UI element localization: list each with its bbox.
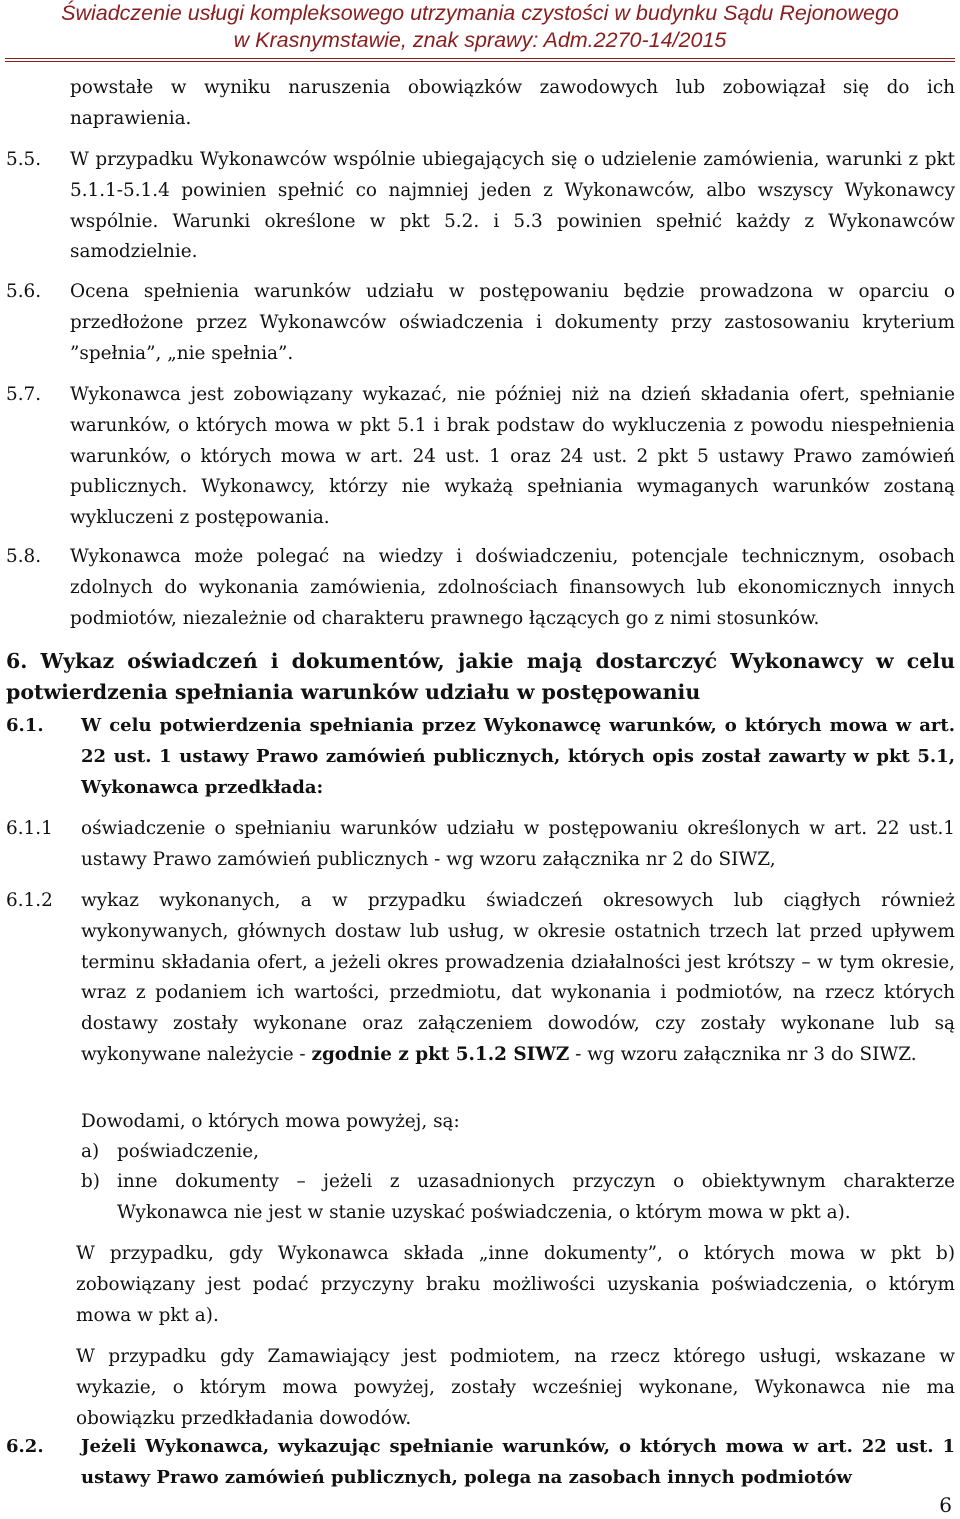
header-rule-top bbox=[5, 58, 955, 59]
paragraph-other-documents: W przypadku, gdy Wykonawca składa „inne dokumenty”, o których mowa w pkt b) zobowiązany jest podać przyczyny braku możliwości uzyskania poświadczenia, o którym mowa w pkt a). bbox=[76, 1243, 955, 1326]
section-number-6-1-1: 6.1.1 bbox=[6, 818, 53, 839]
paragraph-5-6: Ocena spełnienia warunków udziału w postępowaniu będzie prowadzona w oparciu o przedłożone przez Wykonawców oświadczenia i dokumenty przy zastosowaniu kryterium ”spełnia”, „nie spełnia”. bbox=[70, 281, 955, 364]
list-item-a: poświadczenie, bbox=[117, 1141, 259, 1162]
list-item-b: inne dokumenty – jeżeli z uzasadnionych przyczyn o obiektywnym charakterze Wykonawca nie jest w stanie uzyskać poświadczenia, o którym mowa w pkt a). bbox=[117, 1171, 955, 1223]
paragraph-contracting-authority: W przypadku gdy Zamawiający jest podmiotem, na rzecz którego usługi, wskazane w wykazie, o którym mowa powyżej, zostały wcześniej wykonane, Wykonawca nie ma obowiązku przedkładania dowodów. bbox=[76, 1346, 955, 1429]
paragraph-6-1-2-tail: - wg wzoru załącznika nr 3 do SIWZ. bbox=[569, 1043, 917, 1065]
paragraph-6-1-2 bbox=[81, 886, 955, 1071]
header-title-line1: Świadczenie usługi kompleksowego utrzymania czystości w budynku Sądu Rejonowego bbox=[61, 1, 899, 25]
section-number-5-8: 5.8. bbox=[6, 546, 42, 567]
document-header bbox=[0, 0, 960, 54]
section-number-6-2: 6.2. bbox=[6, 1436, 44, 1457]
section-number-5-5: 5.5. bbox=[6, 149, 42, 170]
section-heading-6: 6. Wykaz oświadczeń i dokumentów, jakie mają dostarczyć Wykonawcy w celu potwierdzenia spełniania warunków udziału w postępowaniu bbox=[6, 649, 955, 704]
paragraph-continuation: powstałe w wyniku naruszenia obowiązków zawodowych lub zobowiązał się do ich naprawienia. bbox=[70, 77, 955, 129]
section-number-5-6: 5.6. bbox=[6, 281, 42, 302]
paragraph-6-1-2-reference: zgodnie z pkt 5.1.2 SIWZ bbox=[311, 1043, 570, 1065]
paragraph-5-7: Wykonawca jest zobowiązany wykazać, nie później niż na dzień składania ofert, spełnianie warunków, o których mowa w pkt 5.1 i brak podstaw do wykluczenia z powodu niespełnienia warunków, o których mowa w art. 24 ust. 1 oraz 24 ust. 2 pkt 5 ustawy Prawo zamówień publicznych. Wykonawcy, którzy nie wykażą spełniania wymaganych warunków zostaną wykluczeni z postępowania. bbox=[70, 384, 955, 529]
page-number: 6 bbox=[939, 1493, 952, 1517]
section-number-6-1: 6.1. bbox=[6, 715, 44, 736]
list-label-b: b) bbox=[81, 1171, 100, 1192]
evidence-intro: Dowodami, o których mowa powyżej, są: bbox=[81, 1111, 460, 1132]
header-title-line2: w Krasnymstawie, znak sprawy: Adm.2270-14/2015 bbox=[233, 28, 727, 52]
paragraph-5-5: W przypadku Wykonawców wspólnie ubiegających się o udzielenie zamówienia, warunki z pkt 5.1.1-5.1.4 powinien spełnić co najmniej jeden z Wykonawców, albo wszyscy Wykonawcy wspólnie. Warunki określone w pkt 5.2. i 5.3 powinien spełnić każdy z Wykonawców samodzielnie. bbox=[70, 149, 955, 263]
list-label-a: a) bbox=[81, 1141, 100, 1162]
paragraph-5-8: Wykonawca może polegać na wiedzy i doświadczeniu, potencjale technicznym, osobach zdolnych do wykonania zamówienia, zdolnościach finansowych lub ekonomicznych innych podmiotów, niezależnie od charakteru prawnego łączących go z nimi stosunków. bbox=[70, 546, 955, 629]
paragraph-6-1: W celu potwierdzenia spełniania przez Wykonawcę warunków, o których mowa w art. 22 ust. 1 ustawy Prawo zamówień publicznych, których opis został zawarty w pkt 5.1, Wykonawca przedkłada: bbox=[81, 715, 955, 798]
paragraph-6-1-2-text: wykaz wykonanych, a w przypadku świadczeń okresowych lub ciągłych również wykonywanych, głównych dostaw lub usług, w okresie ostatnich trzech lat przed upływem terminu składania ofert, a jeżeli okres prowadzenia działalności jest krótszy – w tym okresie, wraz z podaniem ich wartości, przedmiotu, dat wykonania i podmiotów, na rzecz których dostawy zostały wykonane oraz załączeniem dowodów, czy zostały wykonane lub są wykonywane należycie - bbox=[81, 890, 955, 1065]
paragraph-6-1-1: oświadczenie o spełnianiu warunków udziału w postępowaniu określonych w art. 22 ust.1 ustawy Prawo zamówień publicznych - wg wzoru załącznika nr 2 do SIWZ, bbox=[81, 818, 955, 870]
section-number-5-7: 5.7. bbox=[6, 384, 42, 405]
header-rule-bottom bbox=[5, 61, 955, 62]
paragraph-6-2: Jeżeli Wykonawca, wykazując spełnianie warunków, o których mowa w art. 22 ust. 1 ustawy Prawo zamówień publicznych, polega na zasobach innych podmiotów bbox=[81, 1436, 955, 1488]
section-number-6-1-2: 6.1.2 bbox=[6, 890, 53, 911]
